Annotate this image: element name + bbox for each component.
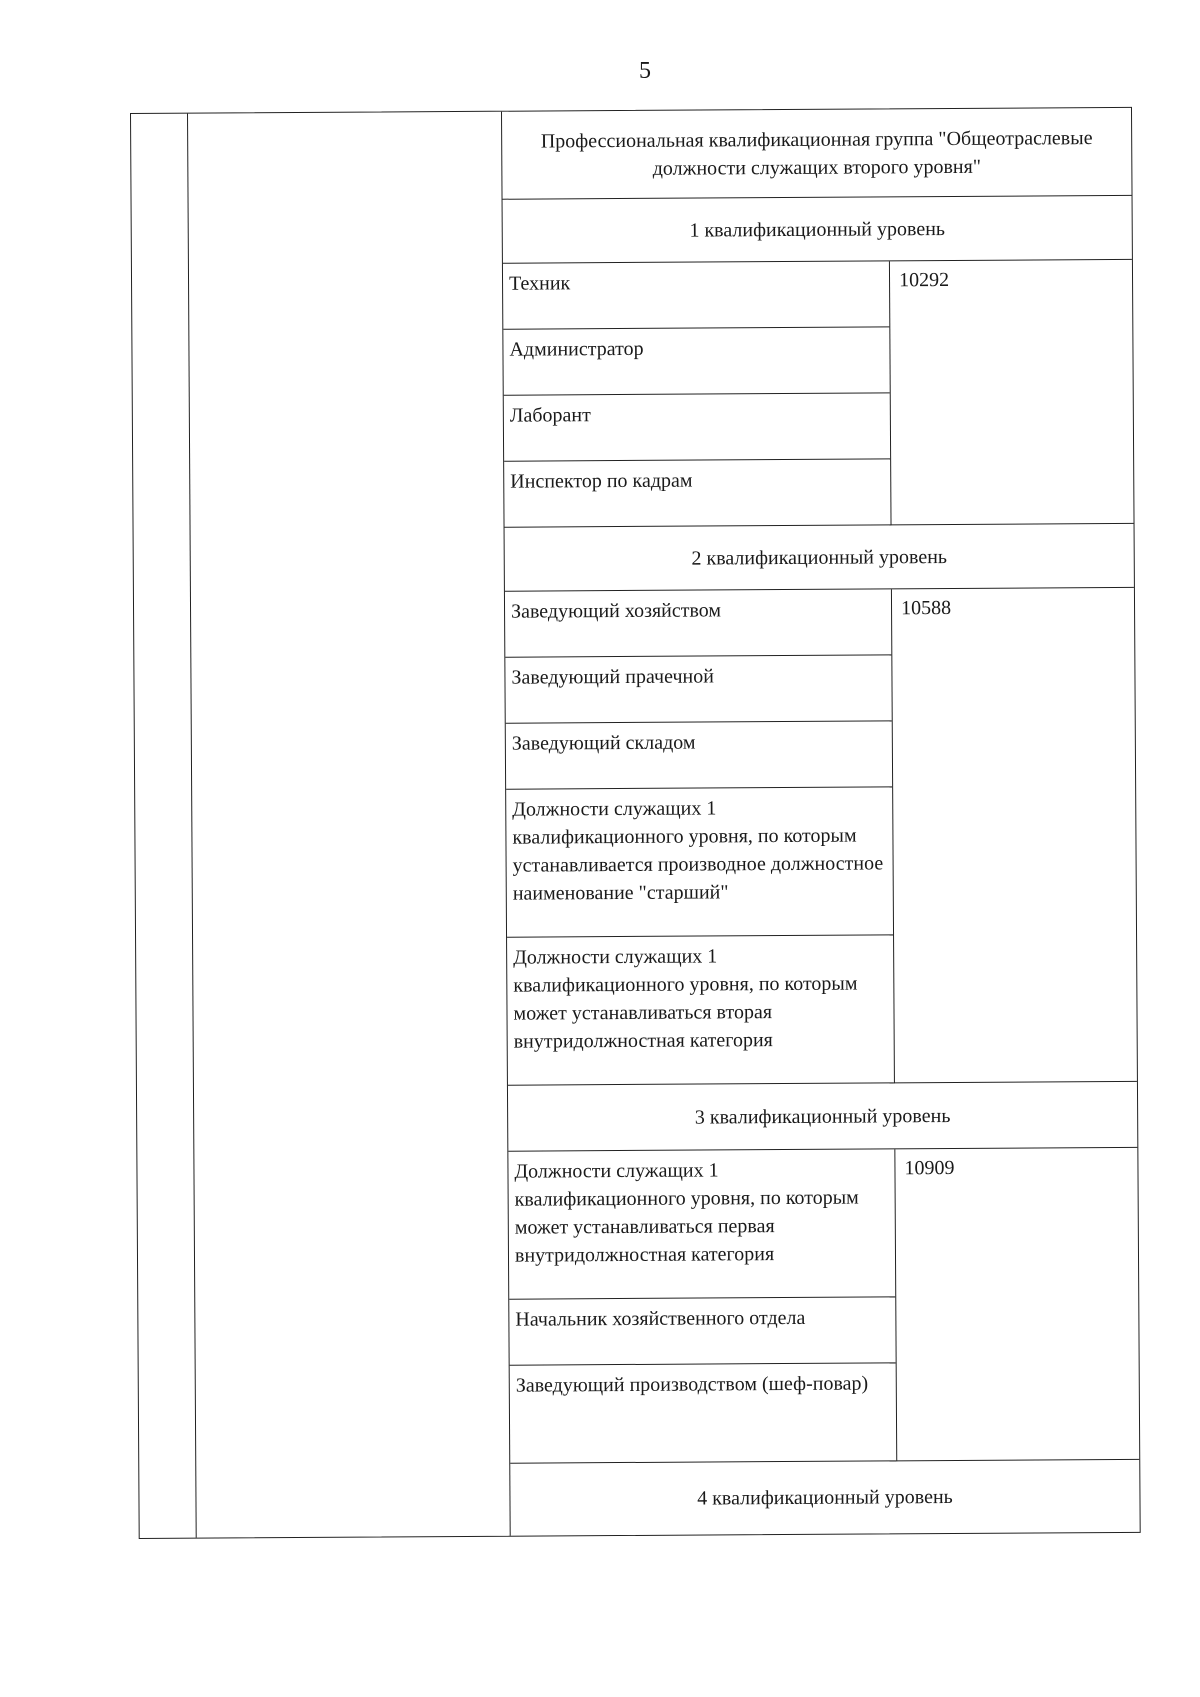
- position-cell: Заведующий прачечной: [505, 655, 891, 723]
- position-cell: Должности служащих 1 квалификационного уровня, по которым устанавливается производное должностное наименование "старший": [506, 787, 893, 937]
- page-number: 5: [639, 58, 651, 84]
- position-cell: Инспектор по кадрам: [504, 459, 890, 527]
- level-1-code: 10292: [889, 260, 1134, 525]
- column-divider: [187, 114, 197, 1538]
- position-cell: Заведующий складом: [506, 721, 892, 789]
- position-cell: Должности служащих 1 квалификационного уровня, по которым может устанавливаться первая внутридолжностная категория: [508, 1149, 895, 1299]
- level-3-code: 10909: [894, 1148, 1139, 1461]
- position-cell: Заведующий производством (шеф-повар): [510, 1363, 897, 1463]
- table-right-section: [501, 108, 1140, 1536]
- level-4-header: 4 квалификационный уровень: [697, 1485, 953, 1510]
- position-cell: Администратор: [503, 327, 889, 395]
- position-cell: Лаборант: [504, 393, 890, 461]
- level-2-code: 10588: [891, 588, 1137, 1083]
- level-2-header: 2 квалификационный уровень: [505, 524, 1134, 592]
- position-cell: Заведующий хозяйством: [505, 589, 891, 657]
- position-cell: Начальник хозяйственного отдела: [509, 1297, 895, 1365]
- qualification-table: [130, 107, 1141, 1539]
- level-1-header: 1 квалификационный уровень: [503, 196, 1132, 264]
- position-cell: Техник: [503, 261, 889, 329]
- level-3-header: 3 квалификационный уровень: [508, 1082, 1137, 1152]
- group-header: Профессиональная квалификационная группа "Общеотраслевые должности служащих второго уровня": [502, 108, 1132, 200]
- position-cell: Должности служащих 1 квалификационного уровня, по которым может устанавливаться вторая внутридолжностная категория: [507, 935, 894, 1085]
